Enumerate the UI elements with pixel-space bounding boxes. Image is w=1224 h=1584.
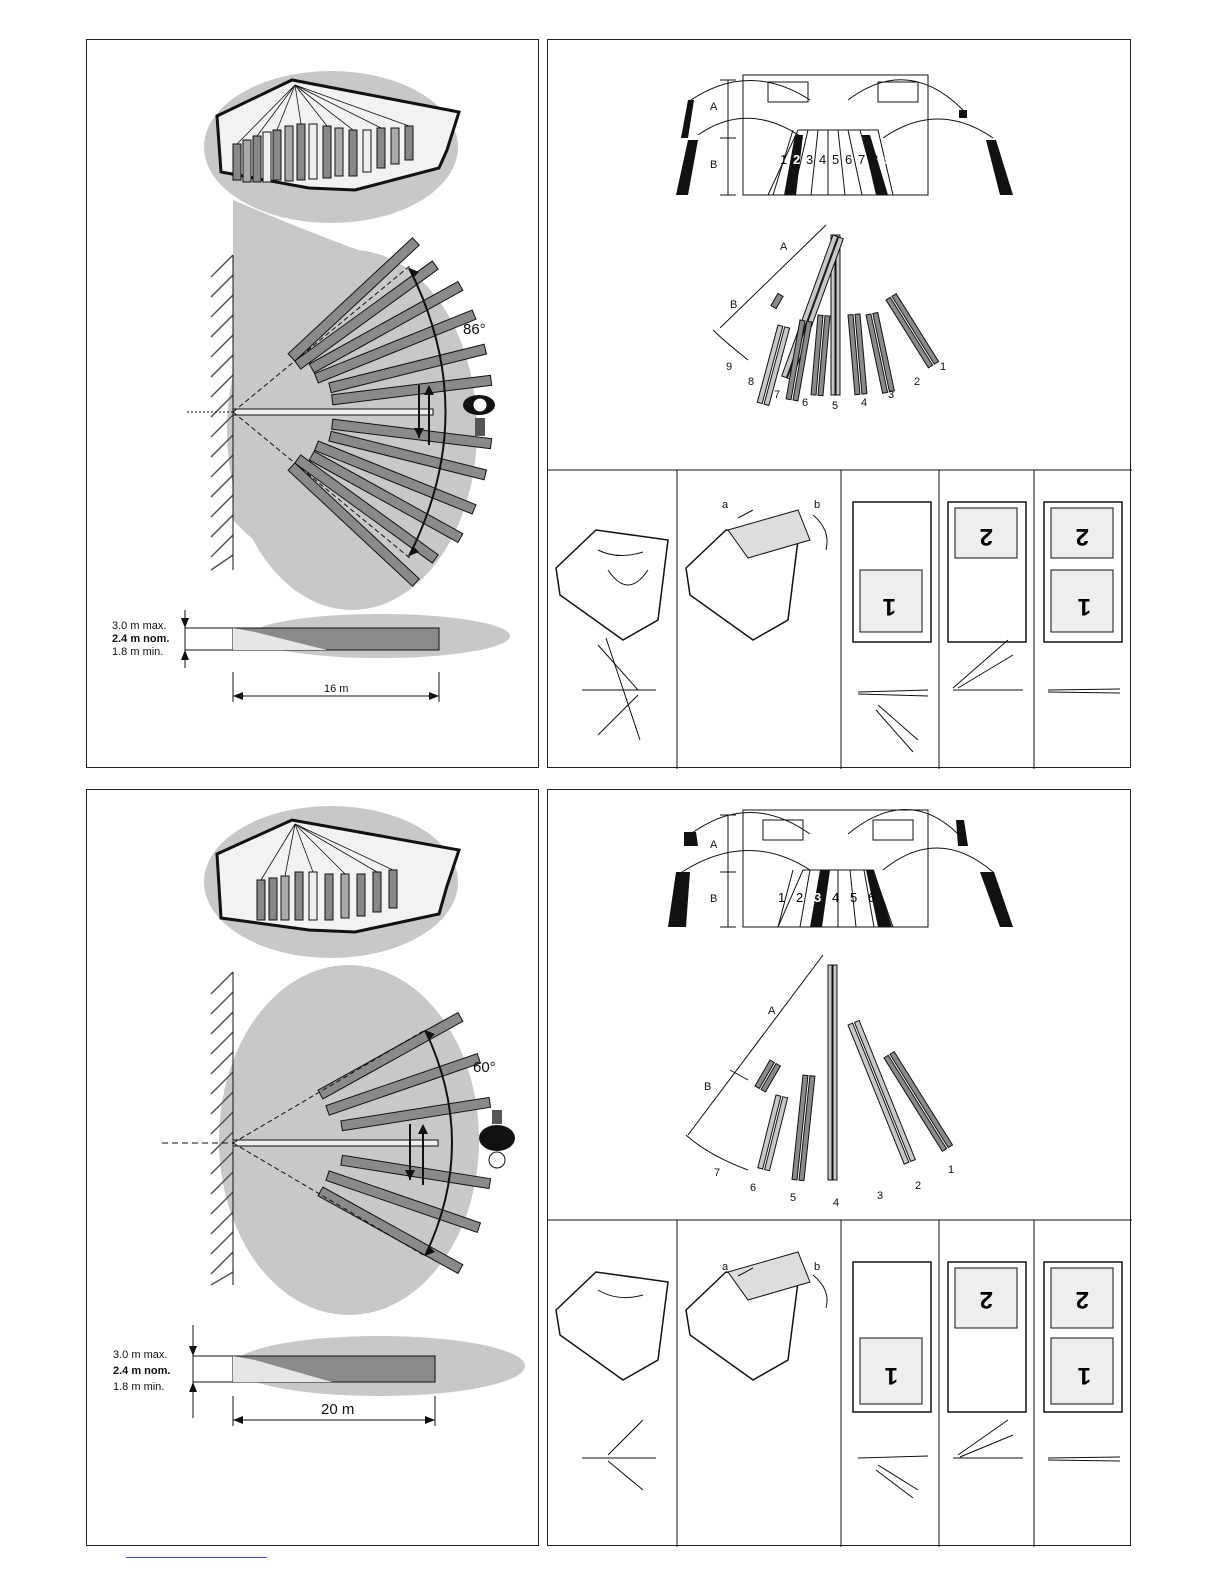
bottom-step3-lens-num: 1 [884,1362,898,1389]
top-plan-view [187,200,495,610]
top-fan-num-4: 4 [861,397,868,409]
top-left-panel [86,39,539,768]
top-fan-num-2: 2 [914,376,921,388]
bottom-strip-num-1: 1 [778,890,786,905]
top-lens-strip [676,75,1013,195]
footer-link-underline [126,1557,267,1558]
bottom-strip-num-4: 4 [832,890,840,905]
top-fan-num-9: 9 [726,361,733,373]
bottom-step4-lens-num: 2 [979,1286,993,1313]
top-fan-label-a: A [780,241,788,253]
bottom-fan-num-6: 6 [750,1182,757,1194]
top-fan-num-7: 7 [774,389,781,401]
bottom-height-nom: 2.4 m nom. [113,1365,171,1377]
top-step3-lens-num: 1 [882,593,896,620]
top-step-1-detector-icon [556,530,668,740]
bottom-perspective-view [204,806,459,958]
bottom-strip-num-5: 5 [850,890,858,905]
bottom-plan-view [162,965,515,1315]
bottom-fan-label-b: B [704,1081,712,1093]
top-height-max: 3.0 m max. [112,620,167,632]
bottom-height-max: 3.0 m max. [113,1349,168,1361]
bottom-coverage-diagram [87,790,540,1547]
bottom-rotate-label-a: a [722,1261,729,1273]
bottom-step5-lens-num-2: 2 [1075,1286,1089,1313]
top-strip-num-9: 9 [884,152,892,167]
bottom-step-2-detector-icon [686,1252,827,1380]
top-fan-label-b: B [730,299,738,311]
bottom-angle-label: 60° [473,1059,496,1076]
top-strip-num-8: 8 [871,152,879,167]
bottom-step-3-lens-icon [853,1262,931,1498]
bottom-left-panel [86,789,539,1546]
bottom-beam-fan [686,955,954,1209]
bottom-right-panel [547,789,1131,1546]
top-strip-num-3: 3 [806,152,814,167]
bottom-fan-label-a: A [768,1005,776,1017]
bottom-fan-num-1: 1 [948,1164,955,1176]
top-step4-lens-num: 2 [979,523,993,550]
bottom-range-label: 20 m [321,1401,355,1418]
bottom-fan-num-2: 2 [915,1180,922,1192]
bottom-step-4-lens-icon [948,1262,1026,1458]
bottom-fan-num-7: 7 [714,1167,721,1179]
top-step5-lens-num-2: 2 [1075,523,1089,550]
top-perspective-view [204,71,459,223]
bottom-strip-num-2: 2 [796,890,804,905]
bottom-fan-num-5: 5 [790,1192,797,1204]
top-beam-fan [713,225,946,412]
bottom-lens-strip [668,810,1013,928]
top-step-2-detector-icon [686,499,827,640]
top-range-label: 16 m [324,683,349,695]
top-fan-num-5: 5 [832,400,839,412]
bottom-rotate-label-b: b [814,1261,821,1273]
top-strip-num-4: 4 [819,152,827,167]
top-strip-num-1: 1 [780,152,788,167]
bottom-strip-num-6: 6 [868,890,876,905]
top-rotate-label-b: b [814,499,821,511]
bottom-strip-num-3: 3 [814,890,822,905]
bottom-walking-person-icon [479,1110,515,1168]
top-strip-num-2: 2 [793,152,801,167]
bottom-step-5-lens-icon [1044,1262,1122,1461]
bottom-lens-diagrams [548,790,1132,1547]
top-strip-label-b: B [710,159,718,171]
top-fan-num-8: 8 [748,376,755,388]
top-height-nom: 2.4 m nom. [112,633,170,645]
top-strip-num-7: 7 [858,152,866,167]
bottom-strip-label-b: B [710,893,718,905]
bottom-fan-num-4: 4 [833,1197,840,1209]
bottom-side-view [113,1325,525,1426]
top-step-5-lens-icon [1044,502,1122,693]
bottom-height-min: 1.8 m min. [113,1381,165,1393]
top-strip-num-6: 6 [845,152,853,167]
top-fan-num-3: 3 [888,389,895,401]
bottom-step-1-detector-icon [556,1272,668,1490]
top-fan-num-6: 6 [802,397,809,409]
top-strip-label-a: A [710,101,718,113]
top-step-3-lens-icon [853,502,931,752]
top-step-4-lens-icon [948,502,1026,690]
bottom-strip-label-a: A [710,839,718,851]
top-height-min: 1.8 m min. [112,646,164,658]
bottom-strip-num-7: 7 [884,890,892,905]
top-step5-lens-num-1: 1 [1077,593,1091,620]
top-coverage-diagram [87,40,540,769]
top-angle-label: 86° [463,321,486,338]
top-rotate-label-a: a [722,499,729,511]
bottom-fan-num-3: 3 [877,1190,884,1202]
top-right-panel [547,39,1131,768]
top-side-view [112,610,510,702]
bottom-step5-lens-num-1: 1 [1077,1362,1091,1389]
top-strip-num-5: 5 [832,152,840,167]
top-lens-diagrams [548,40,1132,769]
top-fan-num-1: 1 [940,361,947,373]
